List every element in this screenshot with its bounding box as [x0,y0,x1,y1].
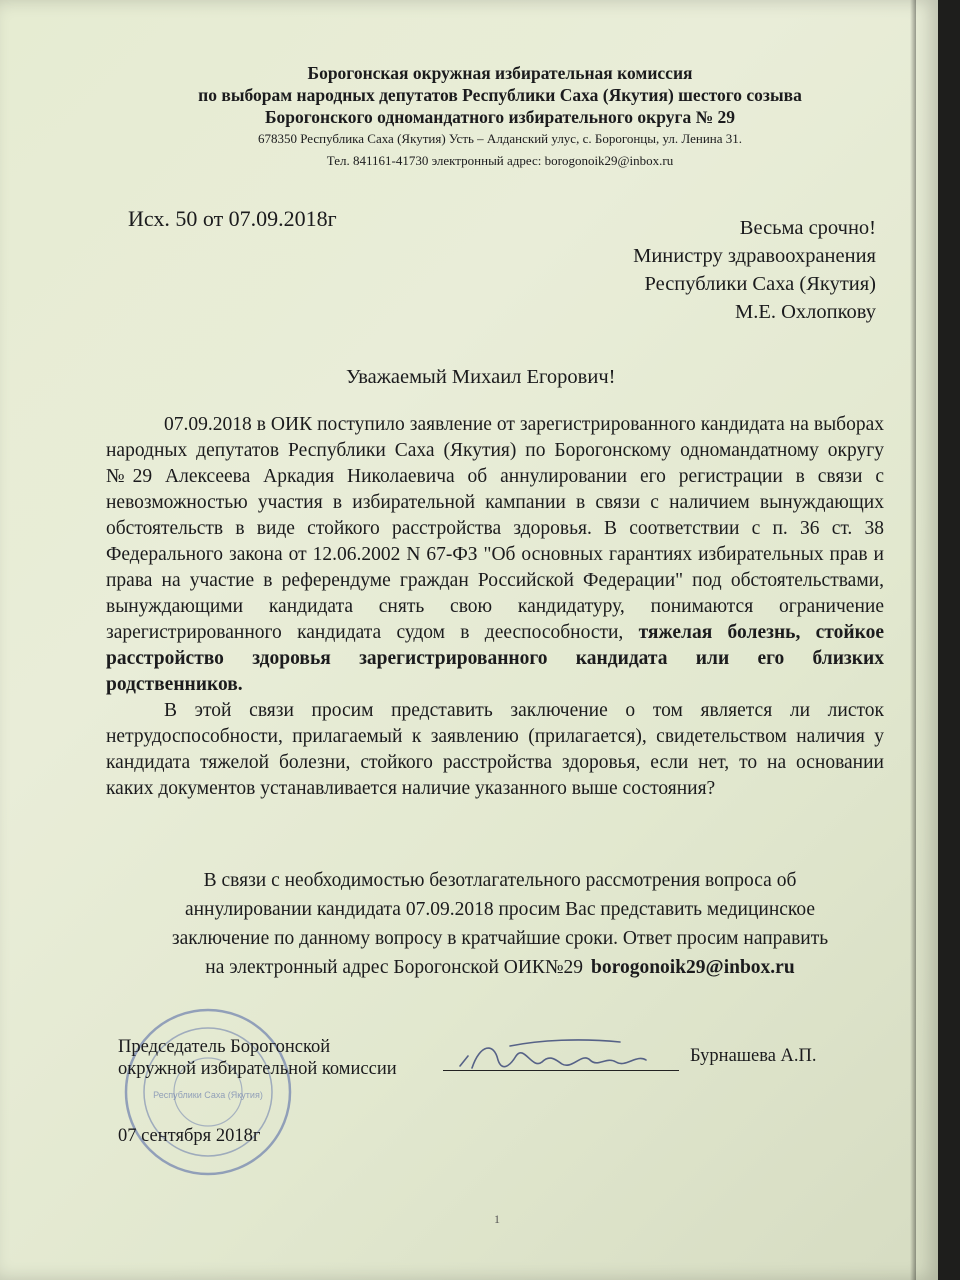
official-stamp [118,1002,298,1182]
urgency-note: Весьма срочно! [739,217,876,239]
signatory-name: Бурнашева А.П. [690,1046,817,1066]
closing-line-1: В связи с необходимостью безотлагательного рассмотрения вопроса об [203,870,797,891]
letterhead-address: 678350 Республика Саха (Якутия) Усть – Алданский улус, с. Борогонцы, ул. Ленина 31. [257,131,743,146]
closing-line-4 [120,953,880,982]
letterhead-line-1: Борогонская окружная избирательная комиссия [307,63,693,83]
handwritten-signature [450,1026,670,1082]
paragraph-1-bold: тяжелая болезнь, стойкое расстройство здоровья зарегистрированного кандидата или его близких родственников. [106,622,884,695]
outgoing-number: Исх. 50 от 07.09.2018г [128,206,337,231]
letter-body [106,412,884,802]
signatory-title [118,1036,397,1080]
stamp-text: Республики Саха (Якутия) [153,1090,263,1100]
closing-paragraph [120,866,880,982]
addressee-line-1: Министру здравоохранения [633,245,876,267]
addressee-line-2: Республики Саха (Якутия) [644,273,876,295]
page-edge-shadow [910,0,916,1280]
letterhead-contacts: Тел. 841161-41730 электронный адрес: borogonoik29@inbox.ru [326,153,674,168]
paragraph-2: В этой связи просим представить заключение о том является ли листок нетрудоспособности, прилагаемый к заявлению (прилагается), свидетельством наличия у кандидата тяжелой болезни, стойкого расстройства здоровья, если нет, то на основании каких документов устанавливается наличие указанного выше состояния? [106,700,884,799]
closing-line-3: заключение по данному вопросу в кратчайшие сроки. Ответ просим направить [171,928,829,949]
letterhead-line-2: по выборам народных депутатов Республики Саха (Якутия) шестого созыва [198,85,802,105]
salutation: Уважаемый Михаил Егорович! [346,366,616,388]
paragraph-1-text: 07.09.2018 в ОИК поступило заявление от зарегистрированного кандидата на выборах народных депутатов Республики Саха (Якутия) по Борогонскому одномандатному округу №29 Алексеева Аркадия Николаевича об аннулировании его регистрации в связи с невозможностью участия в избирательной кампании в связи с наличием вынуждающих обстоятельств в виде стойкого расстройства здоровья. В соответствии с п. 36 ст. 38 Федерального закона от 12.06.2002 N 67-ФЗ "Об основных гарантиях избирательных прав и права на участие в референдуме граждан Российской Федерации" под обстоятельствами, вынуждающими кандидата снять свою кандидатуру, понимаются ограничение зарегистрированного кандидата судом в дееспособности, [106,414,884,643]
letterhead-line-3: Борогонского одномандатного избирательного округа № 29 [264,107,736,127]
page-number: 1 [494,1212,500,1226]
addressee-block [633,214,876,326]
paragraph-1 [106,412,884,698]
closing-line-2: аннулировании кандидата 07.09.2018 просим Вас представить медицинское [184,899,816,920]
signatory-title-line-1: Председатель Борогонской [118,1037,331,1057]
signature-date: 07 сентября 2018г [118,1126,261,1146]
signatory-title-line-2: окружной избирательной комиссии [118,1059,397,1079]
letterhead [150,62,850,172]
email-address: borogonoik29@inbox.ru [591,957,795,978]
addressee-name: М.Е. Охлопкову [734,301,876,323]
closing-line-4-text: на электронный адрес Борогонской ОИК№29 [205,957,584,978]
